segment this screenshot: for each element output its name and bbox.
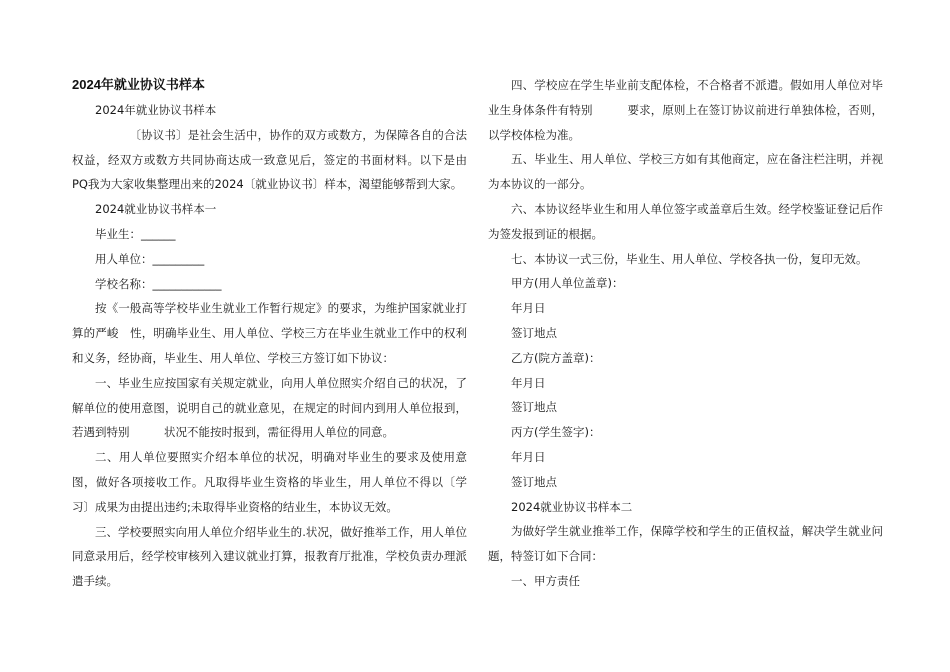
document-title: 2024年就业协议书样本 (72, 77, 205, 92)
sample-one-heading: 2024就业协议书样本一 (95, 202, 217, 217)
clause-six: 六、本协议经毕业生和用人单位签字或盖章后生效。经学校鉴证登记后作为签发报到证的根据。 (488, 201, 883, 241)
clause-four: 四、学校应在学生毕业前支配体检，不合格者不派遣。假如用人单位对毕业生身体条件有特别 要求，原则上在签订协议前进行单独体检，否则，以学校体检为准。 (488, 78, 883, 142)
party-c-place: 签订地点 (511, 474, 557, 489)
clause-one: 一、毕业生应按国家有关规定就业，向用人单位照实介绍自己的状况，了解单位的使用意图，说明自己的就业意见，在规定的时间内到用人单位报到，若遇到特别 状况不能按时报到，需征得用人单位的同意。 (72, 375, 467, 440)
preamble-paragraph: 按《一般高等学校毕业生就业工作暂行规定》的要求，为维护国家就业打算的严峻 性，明确毕业生、用人单位、学校三方在毕业生就业工作中的权利和义务，经协商，毕业生、用人单位、学校三方签订如下协议： (72, 301, 467, 365)
employer-field: 用人单位：_________ (95, 251, 205, 266)
clause-two: 二、用人单位要照实介绍本单位的状况，明确对毕业生的要求及使用意图，做好各项接收工作。凡取得毕业生资格的毕业生，用人单位不得以〔学习〕成果为由提出违约;未取得毕业资格的结业生，本协议无效。 (72, 450, 467, 514)
party-c-date: 年月日 (511, 449, 546, 464)
party-b-place: 签订地点 (511, 400, 557, 415)
sample-two-intro: 为做好学生就业推举工作，保障学校和学生的正值权益，解决学生就业问题，特签订如下合同： (488, 524, 883, 564)
party-b-date: 年月日 (511, 375, 546, 390)
clause-five: 五、毕业生、用人单位、学校三方如有其他商定，应在备注栏注明，并视为本协议的一部分。 (488, 152, 883, 192)
graduate-field: 毕业生：______ (95, 226, 176, 241)
right-column (488, 73, 883, 594)
left-column (72, 98, 467, 594)
school-field: 学校名称：____________ (95, 276, 222, 291)
intro-paragraph: 〔协议书〕是社会生活中，协作的双方或数方，为保障各自的合法权益，经双方或数方共同协商达成一致意见后，签定的书面材料。以下是由PQ我为大家收集整理出来的2024〔就业协议书〕样本，渴望能够帮到大家。 (72, 127, 467, 192)
subtitle: 2024年就业协议书样本 (95, 103, 217, 117)
party-b-label: 乙方(院方盖章)： (511, 350, 601, 365)
section-one-heading: 一、甲方责任 (511, 573, 580, 588)
party-c-label: 丙方(学生签字)： (511, 425, 601, 440)
clause-seven: 七、本协议一式三份，毕业生、用人单位、学校各执一份，复印无效。 (511, 251, 868, 266)
clause-three: 三、学校要照实向用人单位介绍毕业生的.状况，做好推举工作，用人单位同意录用后，经学校审核列入建议就业打算，报教育厅批准，学校负责办理派遣手续。 (72, 524, 467, 589)
party-a-label: 甲方(用人单位盖章)： (511, 276, 624, 291)
sample-two-heading: 2024就业协议书样本二 (511, 499, 633, 514)
party-a-date: 年月日 (511, 301, 546, 316)
party-a-place: 签订地点 (511, 325, 557, 340)
